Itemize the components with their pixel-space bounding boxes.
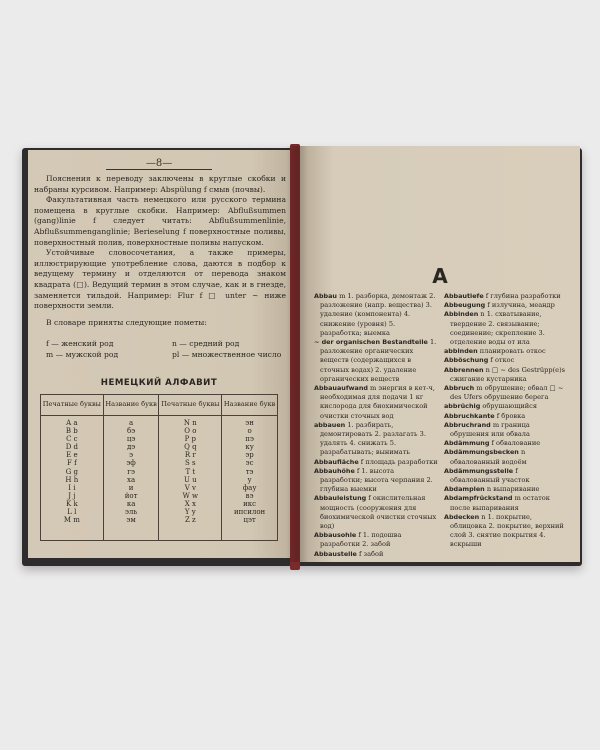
intro-paragraph: В словаре приняты следующие пометы: [46, 317, 207, 327]
entry-translation: планировать откос [477, 347, 546, 356]
alphabet-letter-name: тэ [245, 467, 254, 476]
alphabet-letter: P p [184, 435, 197, 444]
alphabet-letter-name: эф [126, 459, 136, 468]
entry-translation: f окислительная мощность (сооружения для биохимической очистки сточных вод) [320, 494, 437, 531]
dictionary-entry [444, 310, 568, 347]
dictionary-entry [314, 292, 438, 338]
entry-headword: Abbaustelle [314, 549, 357, 558]
dictionary-entry [444, 421, 568, 439]
intro-paragraph: Пояснения к переводу заключены в круглые скобки и набраны курсивом. Например: Abspülung f смыв (почвы). [34, 174, 286, 194]
book-spine [290, 144, 300, 570]
entry-headword: Abbauaufwand [314, 384, 368, 393]
alphabet-letter: H h [65, 475, 79, 484]
left-page [28, 150, 290, 558]
alphabet-letter: U u [184, 475, 197, 484]
alphabet-letter-name: ха [127, 475, 136, 484]
dictionary-entry [314, 531, 438, 549]
alphabet-letter: Y y [184, 508, 196, 517]
entries-column-1 [314, 292, 438, 559]
dictionary-entry [444, 485, 568, 494]
entry-translation: 1. разложение органических веществ (содержащихся в сточных водах) 2. удаление органических веществ [320, 338, 437, 383]
gender-marks [34, 338, 286, 360]
table-header: Название букв [222, 395, 278, 416]
section-letter: A [432, 264, 448, 288]
entry-headword: Abdecken [444, 512, 480, 521]
entry-translation: 1. разбирать, демонтировать 2. разлагать 3. удалять 4. снижать 5. разрабатывать; вынимать [320, 420, 426, 457]
alphabet-letter: M m [63, 516, 80, 525]
entry-translation: f 1. подошва разработки 2. забой [320, 531, 402, 549]
entry-translation: n □ ~ des Gestrüpp(e)s сжигание кустарника [450, 365, 566, 383]
alphabet-letter: G g [65, 467, 78, 476]
alphabet-letter: X x [184, 499, 196, 508]
alphabet-letter-name: и [128, 483, 134, 492]
alphabet-letter-name: йот [124, 491, 138, 500]
entry-translation: f площадь разработки [358, 457, 438, 466]
entry-headword: Abdämmung [444, 439, 490, 448]
alphabet-letters-col3 [159, 416, 222, 541]
entry-translation: f забой [356, 549, 384, 558]
alphabet-letter: E e [66, 451, 78, 460]
alphabet-letter-name: ку [245, 443, 254, 452]
entry-translation: f излучина, меандр [485, 301, 555, 310]
entry-translation: n выпаривание [484, 485, 540, 494]
dictionary-entry [314, 338, 438, 384]
entry-headword: Abbauleistung [314, 494, 367, 503]
dictionary-entry [444, 467, 568, 485]
dictionary-entry [444, 494, 568, 512]
alphabet-letter-name: эль [125, 508, 138, 517]
alphabet-letter: J j [68, 491, 76, 500]
entry-translation: n 1. схватывание, твердение 2. связывание; соединение; скрепление 3. отделение воды от ила [450, 310, 545, 347]
entry-translation: f откос [488, 356, 515, 365]
entry-translation: f 1. высота разработки; высота черпания 2. глубина выемки [320, 466, 433, 494]
dictionary-entry [444, 448, 568, 466]
entries-column-2 [444, 292, 568, 550]
entry-headword: Abdämmungsstelle [444, 466, 514, 475]
entry-translation: f глубина разработки [483, 292, 561, 300]
entry-headword: abbauen [314, 420, 346, 429]
intro-paragraph: Устойчивые словосочетания, а также примеры, иллюстрирующие употребление слова, даются в подбор к ведущему термину и отделяются от перевода знаком квадрата (□). Ведущий термин в этом случае, как и в гнезде, заменяется тильдой. Например: Flur f □ unter ~ ниже поверхности земли. [34, 248, 286, 311]
entry-headword: Abbau [314, 292, 337, 300]
alphabet-letter: V v [184, 483, 196, 492]
alphabet-letter-name: вэ [245, 491, 254, 500]
alphabet-letter-name: ка [126, 499, 136, 508]
dictionary-entry [314, 494, 438, 531]
alphabet-letter: W w [182, 491, 199, 500]
entry-headword: Abbinden [444, 310, 479, 319]
entry-headword: Abbruchkante [444, 411, 495, 420]
entry-translation: n обвалованный водоём [450, 448, 527, 466]
entry-headword: Abdämmungsbecken [444, 448, 519, 457]
alphabet-letter-name: ипсилон [233, 508, 266, 517]
alphabet-letter: I i [68, 483, 76, 492]
alphabet-letter-name: о [247, 427, 252, 436]
alphabet-names-col4 [222, 416, 278, 541]
entry-translation: обрушающийся [480, 402, 537, 411]
alphabet-letter-name: эр [245, 451, 254, 460]
dictionary-entry [444, 402, 568, 411]
alphabet-letter-name: цэт [243, 516, 256, 525]
dictionary-entry [444, 384, 568, 402]
entry-headword: Abbrennen [444, 365, 484, 374]
intro-text [34, 174, 286, 328]
alphabet-letter-name: фау [242, 483, 257, 492]
alphabet-letter-name: цэ [126, 435, 136, 444]
intro-paragraph: Факультативная часть немецкого или русского термина помещена в круглые скобки. Например: Abflußsummen (gang)linie f следует читать: Abflußsummenlinie, Abflußsummenganglinie; Berieselung f поверхностные поливы, поверхностный полив, поверхностные поливы напуском. [34, 195, 286, 247]
entry-headword: abbinden [444, 347, 478, 356]
alphabet-letter-name: эн [245, 419, 254, 427]
dictionary-entry [444, 412, 568, 421]
alphabet-letter: S s [185, 459, 196, 468]
alphabet-letter: Z z [184, 516, 196, 525]
alphabet-letter-name: эс [245, 459, 254, 468]
alphabet-letter: L l [67, 508, 77, 517]
dictionary-entry [444, 356, 568, 365]
alphabet-letter-name: эм [126, 516, 136, 525]
entry-headword: Abbausohle [314, 531, 357, 540]
alphabet-letter-name: а [129, 419, 134, 427]
alphabet-letter-name: дэ [126, 443, 136, 452]
alphabet-table [40, 394, 278, 541]
dictionary-entry [444, 513, 568, 550]
dictionary-entry [314, 458, 438, 467]
alphabet-letter: C c [66, 435, 78, 444]
alphabet-letter: T t [185, 467, 196, 476]
alphabet-letter: O o [184, 427, 197, 436]
dictionary-entry [444, 439, 568, 448]
mark-item: pl — множественное число [172, 350, 282, 359]
alphabet-letter: F f [67, 459, 77, 468]
entry-headword: Abbruchrand [444, 420, 491, 429]
entry-translation: m остаток после выпаривания [450, 494, 550, 512]
alphabet-letter: K k [66, 499, 78, 508]
alphabet-letter-name: гэ [127, 467, 135, 476]
entry-headword: Abbauhöhe [314, 466, 355, 475]
dictionary-entry [314, 550, 438, 559]
mark-item: m — мужской род [46, 350, 119, 359]
dictionary-entry [314, 421, 438, 458]
entry-headword: Abbautiefe [444, 292, 484, 300]
alphabet-letter-name: пэ [245, 435, 254, 444]
alphabet-letter-name: икс [243, 499, 257, 508]
entry-headword: Abbeugung [444, 301, 486, 310]
entry-headword: Abdampfrückstand [444, 494, 513, 503]
mark-item: n — средний род [172, 339, 240, 348]
entry-translation: n 1. покрытие, облицовка 2. покрытие, верхний слой 3. снятие покрытия 4. вскрыши [450, 512, 564, 549]
entry-headword: Abbruch [444, 384, 475, 393]
table-header: Печатные буквы [41, 395, 104, 416]
table-header: Печатные буквы [159, 395, 222, 416]
mark-item: f — женский род [46, 339, 114, 348]
table-header: Название букв [103, 395, 159, 416]
entry-headword: abbrüchig [444, 402, 481, 411]
alphabet-letter-name: э [129, 451, 134, 460]
alphabet-letter: Q q [184, 443, 197, 452]
page-number: —8— [28, 158, 290, 169]
alphabet-letter-name: бэ [127, 427, 136, 436]
alphabet-title: НЕМЕЦКИЙ АЛФАВИТ [100, 378, 218, 388]
alphabet-letter-name: у [247, 475, 252, 484]
alphabet-letter: N n [183, 419, 197, 427]
entry-headword: Abböschung [444, 356, 489, 365]
entry-translation: f обвалованный участок [450, 466, 530, 485]
alphabet-names-col2 [103, 416, 159, 541]
entry-headword: Abdamplen [444, 485, 485, 494]
dictionary-entry [444, 292, 568, 301]
alphabet-letters-col1 [41, 416, 104, 541]
dictionary-entry [444, 347, 568, 356]
entry-headword: ~ der organischen Bestandteile [314, 338, 428, 347]
entry-translation: f бровка [494, 411, 526, 420]
alphabet-letter: B b [65, 427, 78, 436]
entry-translation: m обрушение; обвал □ ~ des Ufers обрушение берега [450, 384, 564, 402]
entry-translation: m граница обрушения или обвала [450, 420, 530, 439]
dictionary-entry [444, 301, 568, 310]
entry-translation: m энергия в кет-ч, необходимая для подачи 1 кг кислорода для биохимической очистки сточных вод [320, 384, 435, 420]
entry-translation: f обвалование [489, 439, 541, 448]
entry-translation: m 1. разборка, демонтаж 2. разложение (напр. вещества) 3. удаление (компонента) 4. снижение (уровня) 5. разработка; выемка [320, 292, 436, 337]
alphabet-letter: R r [184, 451, 196, 460]
dictionary-entry [314, 384, 438, 421]
entry-headword: Abbaufläche [314, 457, 359, 466]
dictionary-entry [314, 467, 438, 495]
alphabet-letter: D d [65, 443, 79, 452]
dictionary-entry [444, 366, 568, 384]
alphabet-letter: A a [66, 419, 78, 427]
right-page [300, 146, 580, 562]
